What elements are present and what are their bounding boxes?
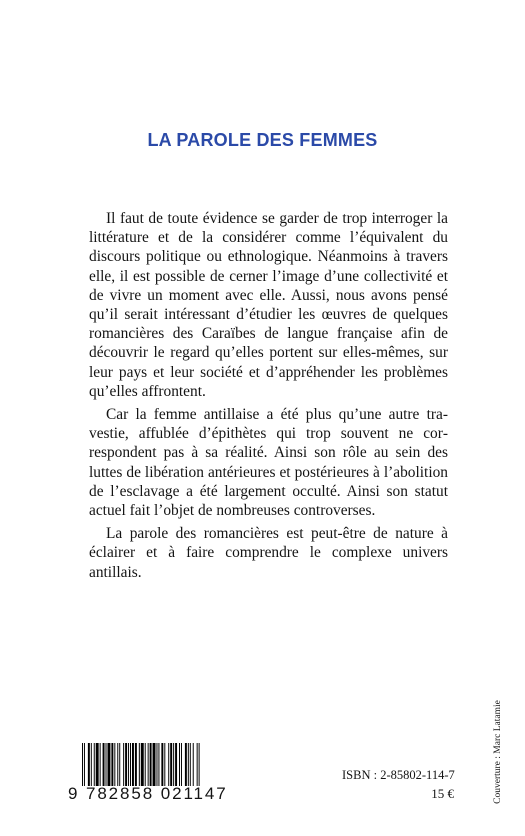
- barcode-bar: [145, 743, 146, 786]
- barcode-bar: [94, 743, 95, 786]
- cover-credit: [486, 682, 510, 822]
- barcode-bar: [135, 743, 137, 786]
- barcode-bar: [153, 743, 156, 786]
- barcode-bar: [91, 743, 92, 786]
- barcode-bar: [130, 743, 131, 786]
- barcode-bar: [111, 743, 113, 786]
- barcode-bar: [175, 743, 177, 786]
- barcode-bar: [107, 743, 110, 786]
- barcode-number: 9 782858 021147: [68, 784, 228, 803]
- cover-credit-text: Couverture : Marc Latamie: [493, 700, 503, 804]
- paragraph-3: La parole des romancières est peut-être de nature à éclairer et à faire comprendre le complexe univers antillais.: [89, 525, 448, 581]
- barcode-bar: [161, 743, 163, 786]
- barcode-bar: [181, 743, 182, 786]
- barcode-bar: [188, 743, 189, 786]
- barcode-bar: [199, 743, 200, 786]
- barcode-bar: [132, 743, 134, 786]
- back-cover-text: [89, 209, 448, 586]
- barcode-bar: [128, 743, 129, 786]
- barcode-bar: [103, 743, 105, 786]
- book-title: LA PAROLE DES FEMMES: [147, 130, 378, 150]
- paragraph-2: Car la femme antillaise a été plus qu’une autre travestie, affublée d’épithètes qui trop souvent ne correspondent pas à sa réalité. Ainsi son rôle au sein des luttes de libération antérieures et postérieures à l’abolition de l’esclavage a été largement occulté. Ainsi son statut actuel fait l’objet de nombreuses controverses.: [89, 406, 448, 520]
- barcode-bar: [179, 743, 180, 786]
- barcode-bar: [139, 743, 140, 786]
- barcode-bar: [117, 743, 118, 786]
- barcode-bar: [158, 743, 159, 786]
- barcode-bar: [148, 743, 149, 786]
- barcode-bar: [150, 743, 152, 786]
- barcode-bar: [141, 743, 144, 786]
- barcode-bar: [173, 743, 174, 786]
- barcode-bar: [164, 743, 165, 786]
- barcode-bar: [96, 743, 99, 786]
- barcode-bar: [106, 743, 107, 786]
- barcode-bar: [84, 743, 85, 786]
- barcode-bar: [125, 743, 127, 786]
- barcode-bar: [193, 743, 194, 786]
- barcode-bar: [119, 743, 120, 786]
- barcode-image: [82, 743, 271, 786]
- barcode-bar: [197, 743, 198, 786]
- barcode-bar: [190, 743, 191, 786]
- barcode-bar: [156, 743, 157, 786]
- barcode-bar: [168, 743, 169, 786]
- barcode-bar: [170, 743, 172, 786]
- barcode-bar: [123, 743, 124, 786]
- barcode-bar: [100, 743, 101, 786]
- barcode-bar: [82, 743, 83, 786]
- isbn-label: ISBN : 2-85802-114-7: [342, 768, 455, 782]
- paragraph-1: Il faut de toute évidence se garder de trop interroger la littérature et de la considérer comme l’équivalent du discours politique ou ethnologique. Néanmoins à travers elle, il est possible de cerner l’image d’une collectivité et de vivre un moment avec elle. Aussi, nous avons pensé qu’il serait intéressant d’étudier les œuvres de quelques romancières des Caraïbes de langue française afin de découvrir le regard qu’elles portent sur elles-mêmes, sur leur pays et leur société et d’appréhender les problèmes qu’elles affrontent.: [89, 210, 448, 400]
- barcode-bar: [185, 743, 187, 786]
- price-label: 15 €: [431, 786, 454, 801]
- barcode-bar: [88, 743, 90, 786]
- barcode-bar: [114, 743, 115, 786]
